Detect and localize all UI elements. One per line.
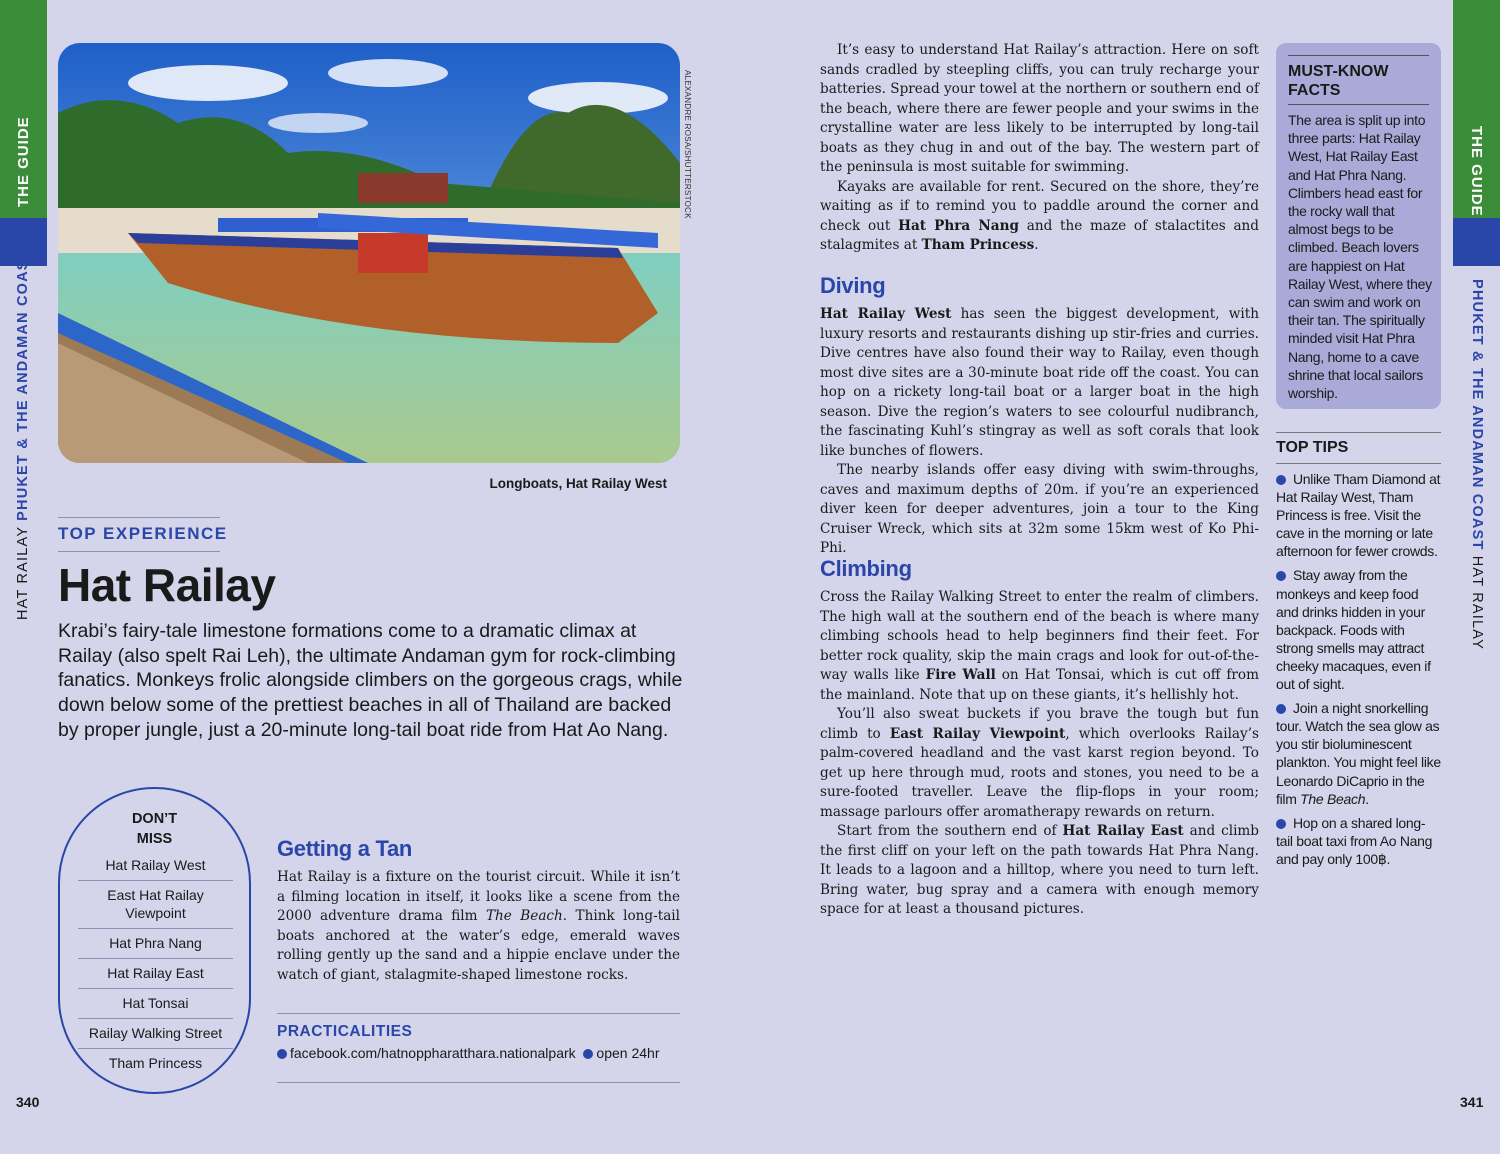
bullet-icon [1276,475,1286,485]
top-tips-list [1276,470,1441,874]
dont-miss-box [58,787,251,1094]
place-name: Fire Wall [925,667,996,683]
list-item: Hat Tonsai [78,989,233,1019]
paragraph [820,588,1259,705]
intro-text: Krabi’s fairy-tale limestone formations come to a dramatic climax at Railay (also spelt Rai Leh), the ultimate Andaman gym for rock-climbing fanatics. Monkeys frolic alongside climbers on the gorgeous crags, while down below some of the prettiest beaches in all of Thailand are backed by proper jungle, just a 20-minute long-tail boat ride from Hat Ao Nang. [58,620,683,741]
bullet-icon [583,1049,593,1059]
photo-credit: ALEXANDRE ROSA/SHUTTERSTOCK [683,70,692,219]
bullet-icon [1276,819,1286,829]
paragraph: The nearby islands offer easy diving with swim-throughs, caves and maximum depths of 20m. if you’re an experienced diver keen for deeper adventures, join a tour to the King Cruiser Wreck, which sits at 32m some 15km west of Ko Phi-Phi. [820,462,1259,556]
film-title: The Beach [485,908,563,924]
spine-plain: HAT RAILAY [15,526,31,620]
divider [277,1082,680,1083]
place-name: Hat Railay East [1062,823,1184,839]
text-run: You’ll also sweat buckets if you brave the tough but fun climb to [820,706,1259,742]
kicker: TOP EXPERIENCE [58,524,228,543]
practicalities-info [277,1045,659,1061]
text-run: Start from the southern end of [837,823,1063,839]
list-item: Hat Railay West [78,851,233,881]
paragraph [820,705,1259,822]
must-know-box [1276,43,1441,409]
place-name: Hat Phra Nang [898,217,1019,234]
place-name: Tham Princess [921,237,1035,253]
dont-miss-title-line1: DON’T [131,811,178,827]
photo-caption: Longboats, Hat Railay West [489,476,667,491]
list-item [1276,699,1441,808]
practicalities-heading: PRACTICALITIES [277,1023,413,1040]
text-run: , which overlooks Railay’s palm-covered headland and the vast karst region beyond. To get up here through mud, roots and stones, you need to be a sure-footed traveller. Leave the flip-flops in your room; massage parlours offer aromatherapy rewards on return. [820,725,1259,820]
left-page-number: 340 [16,1094,40,1110]
text-run: . [1034,237,1039,253]
right-guide-label: THE GUIDE [1468,126,1485,217]
list-item [1276,470,1441,560]
list-item [1276,814,1441,868]
divider [1276,463,1441,464]
divider [58,551,220,552]
bullet-icon [1276,704,1286,714]
tip-text: Unlike Tham Diamond at Hat Railay West, Tham Princess is free. Visit the cave in the morning or late afternoon for fewer crowds. [1276,471,1441,560]
paragraph [820,305,1259,461]
list-item: Railay Walking Street [78,1019,233,1049]
tip-text: Stay away from the monkeys and keep food and drinks hidden in your backpack. Foods with strong smells may attract cheeky macaques, even if out of sight. [1276,567,1431,693]
tip-text: Join a night snorkelling tour. Watch the sea glow as you stir bioluminescent plankton. You might feel like Leonardo DiCaprio in the film [1276,700,1441,807]
bullet-icon [277,1049,287,1059]
divider [58,517,220,518]
spine-accent: PHUKET & THE ANDAMAN COAST [15,249,31,521]
right-page-number: 341 [1460,1094,1484,1110]
must-know-title [1288,63,1388,100]
getting-tan-heading: Getting a Tan [277,836,413,861]
list-item [1276,566,1441,693]
right-blue-tab [1453,218,1500,266]
text-run: and the maze of stalactites and stalagmites at [820,217,1260,253]
list-item: Hat Railay East [78,959,233,989]
text-run: Kayaks are available for rent. Secured on the shore, they’re waiting as if to remind you to paddle around the corner and check out [820,178,1259,234]
tip-text: . [1365,790,1369,807]
diving-text [820,305,1259,559]
place-name: Hat Railay West [820,306,952,322]
text-run: Hat Railay is a fixture on the tourist circuit. While it isn’t a filming location in itself, it looks like a scene from the 2000 adventure drama film [277,869,680,924]
paragraph [277,868,680,985]
list-item: East Hat Railay Viewpoint [78,881,233,929]
climbing-heading: Climbing [820,556,912,581]
must-know-title-line1: MUST-KNOW [1288,63,1389,80]
climbing-text [820,588,1259,920]
paragraph [820,178,1259,256]
left-guide-label: THE GUIDE [15,116,32,207]
divider [277,1013,680,1014]
list-item: Hat Phra Nang [78,929,233,959]
diving-heading: Diving [820,273,886,298]
right-spine-label [1469,279,1485,650]
dont-miss-list [78,851,233,1078]
hours-text: open 24hr [596,1045,660,1061]
longboats-photo [58,43,680,463]
getting-tan-text [277,868,680,985]
place-name: East Railay Viewpoint [889,725,1066,742]
tip-text: Hop on a shared long-tail boat taxi from Ao Nang and pay only 100฿. [1276,814,1433,867]
text-run: Cross the Railay Walking Street to enter the realm of climbers. The high wall at the southern end of the beach is where many climbing schools head to help beginners find their feet. For better rock quality, skip the main crags and look for out-of-the-way walls like [820,589,1259,683]
top-tips-title: TOP TIPS [1276,439,1349,456]
paragraph: It’s easy to understand Hat Railay’s attraction. Here on soft sands cradled by steepling cliffs, you can truly recharge your batteries. Spread your towel at the northern or southern end of the beach, where there are fewer people and your swims in the crystalline water are less likely to be interrupted by long-tail boats as they chug in and out of the bay. The western part of the peninsula is most suitable for swimming. [820,42,1259,175]
spine-plain: HAT RAILAY [1469,555,1485,650]
dont-miss-title-line2: MISS [136,831,173,847]
divider [1288,104,1429,105]
text-run: has seen the biggest development, with luxury resorts and restaurants dishing up stir-fries and curries. Dive centres have also found their way to Railay, even though most dive sites are a 30-minute boat ride off the coast. You can hop on a rickety long-tail boat or a larger boat in the high season. Dive the region’s waters to see colourful nudibranch, the fascinating Kuhl’s stingray as well as soft corals that look like bunches of flowers. [820,306,1259,459]
text-run: and climb the first cliff on your left on the path towards Hat Phra Nang. It leads to a lagoon and a hilltop, where you need to turn left. Bring water, bug spray and a camera with enough memory space for at least a thousand pictures. [820,823,1260,917]
intro-column [820,41,1259,256]
website-text: facebook.com/hatnoppharatthara.nationalpark [290,1045,576,1061]
bullet-icon [1276,571,1286,581]
page-title: Hat Railay [58,559,276,611]
text-run: on Hat Tonsai, which is cut off from the mainland. Note that up on these giants, it’s hellishly hot. [820,667,1259,703]
must-know-title-line2: FACTS [1288,81,1341,99]
dont-miss-title [60,809,249,849]
paragraph [820,822,1259,920]
list-item: Tham Princess [108,1055,203,1071]
text-run: . Think long-tail boats anchored at the water’s edge, emerald waves rolling gently up the sand and a hippie enclave under the watch of giant, stalagmite-shaped limestone rocks. [277,908,680,983]
film-title: The Beach [1300,790,1366,807]
spine-accent: PHUKET & THE ANDAMAN COAST [1469,279,1485,551]
divider [1288,55,1429,56]
divider [1276,432,1441,433]
must-know-text: The area is split up into three parts: Hat Railay West, Hat Railay East and Hat Phra Nang. Climbers head east for the rocky wall that almost begs to be climbed. Beach lovers are happiest on Hat Railay West, where they can swim and work on their tan. The spiritually minded visit Hat Phra Nang, home to a cave shrine that local sailors worship. [1288,112,1432,402]
left-spine-label [15,249,31,620]
